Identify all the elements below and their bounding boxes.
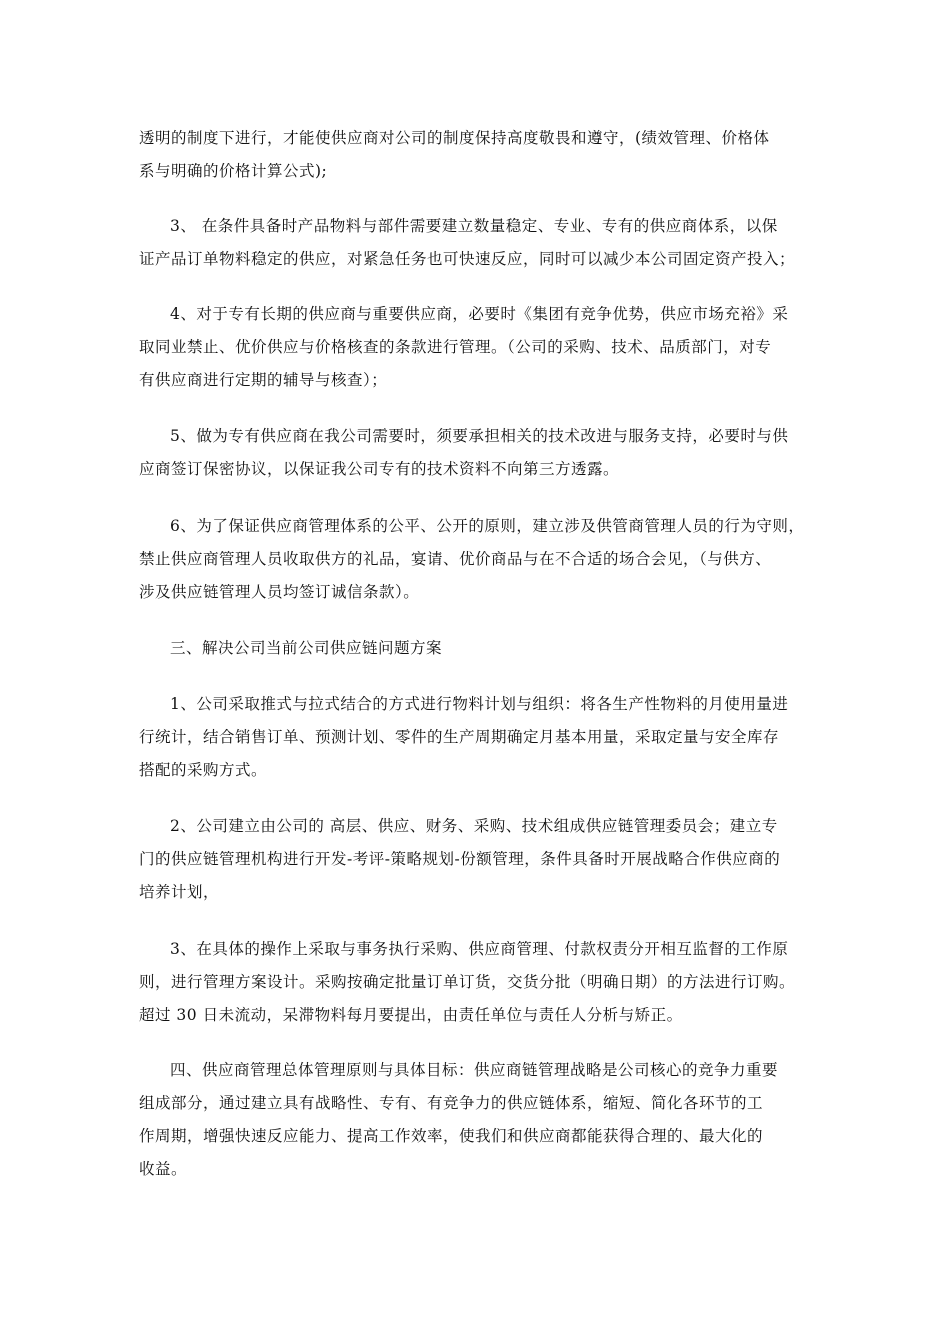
text-line: 门的供应链管理机构进行开发-考评-策略规划-份额管理，条件具备时开展战略合作供应商的 (139, 850, 781, 868)
text-line: 应商签订保密协议，以保证我公司专有的技术资料不向第三方透露。 (139, 460, 620, 478)
text-line: 四、供应商管理总体管理原则与具体目标：供应商链管理战略是公司核心的竞争力重要 (170, 1061, 779, 1079)
text-line: 作周期，增强快速反应能力、提高工作效率，使我们和供应商都能获得合理的、最大化的 (139, 1127, 764, 1145)
paragraph-item-6 (139, 510, 811, 609)
paragraph-item-4 (139, 298, 811, 397)
text-line: 3、 在条件具备时产品物料与部件需要建立数量稳定、专业、专有的供应商体系，以保 (170, 217, 778, 235)
text-line: 5、做为专有供应商在我公司需要时，须要承担相关的技术改进与服务支持，必要时与供 (170, 427, 789, 445)
text-line: 1、公司采取推式与拉式结合的方式进行物料计划与组织：将各生产性物料的月使用量进 (170, 695, 789, 713)
text-line: 组成部分，通过建立具有战略性、专有、有竞争力的供应链体系，缩短、简化各环节的工 (139, 1094, 764, 1112)
text-line: 收益。 (139, 1160, 188, 1178)
text-line: 系与明确的价格计算公式); (139, 162, 328, 180)
text-line: 三、解决公司当前公司供应链问题方案 (170, 639, 443, 657)
paragraph-s3-item-1 (139, 688, 811, 787)
paragraph-s3-item-2 (139, 810, 811, 909)
text-line: 禁止供应商管理人员收取供方的礼品，宴请、优价商品与在不合适的场合会见，（与供方、 (139, 550, 772, 568)
text-line: 有供应商进行定期的辅导与核查）； (139, 371, 388, 389)
text-line: 取同业禁止、优价供应与价格核查的条款进行管理。（公司的采购、技术、品质部门，对专 (139, 338, 772, 356)
text-line: 涉及供应链管理人员均签订诚信条款）。 (139, 583, 420, 601)
paragraph-s3-item-3 (139, 933, 811, 1032)
section-heading-4 (139, 1054, 811, 1186)
text-line: 则，进行管理方案设计。采购按确定批量订单订货，交货分批（明确日期）的方法进行订购。 (139, 973, 796, 991)
text-line: 3、在具体的操作上采取与事务执行采购、供应商管理、付款权责分开相互监督的工作原 (170, 940, 789, 958)
text-line: 培养计划， (139, 883, 220, 901)
paragraph-item-5 (139, 420, 811, 486)
paragraph-item-3 (139, 210, 811, 276)
text-line: 6、为了保证供应商管理体系的公平、公开的原则，建立涉及供管商管理人员的行为守则， (170, 517, 805, 535)
text-line: 透明的制度下进行，才能使供应商对公司的制度保持高度敬畏和遵守，(绩效管理、价格体 (139, 129, 770, 147)
text-line: 超过 30 日未流动，呆滞物料每月要提出，由责任单位与责任人分析与矫正。 (139, 1006, 683, 1024)
section-heading-3 (139, 632, 811, 665)
text-line: 证产品订单物料稳定的供应，对紧急任务也可快速反应，同时可以减少本公司固定资产投入； (139, 250, 796, 268)
text-line: 4、对于专有长期的供应商与重要供应商，必要时《集团有竞争优势，供应市场充裕》采 (170, 305, 789, 323)
paragraph-continued (139, 122, 811, 188)
text-line: 行统计，结合销售订单、预测计划、零件的生产周期确定月基本用量，采取定量与安全库存 (139, 728, 780, 746)
text-line: 搭配的采购方式。 (139, 761, 268, 779)
text-line: 2、公司建立由公司的 高层、供应、财务、采购、技术组成供应链管理委员会；建立专 (170, 817, 778, 835)
